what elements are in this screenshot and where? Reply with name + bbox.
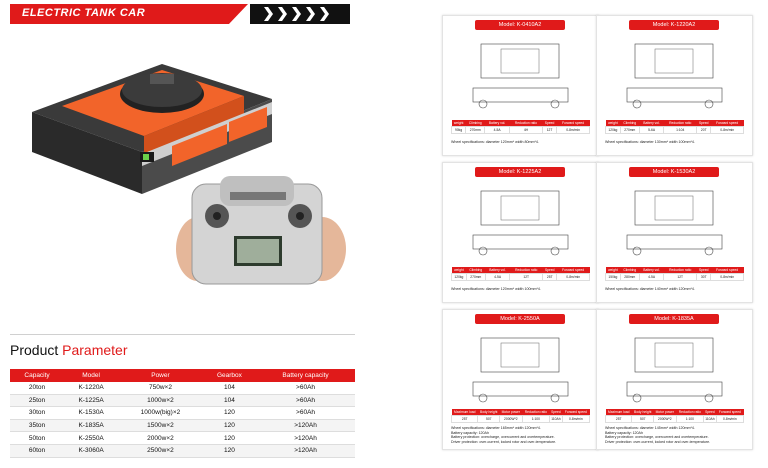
table-header-row: [10, 369, 355, 382]
spec-value: 110Ah: [705, 417, 715, 421]
cell: K-1220A: [64, 382, 118, 394]
cell: 1500w×2: [118, 419, 203, 432]
spec-header: Battery vol.: [485, 120, 510, 127]
spec-note-line: Wheel specifications: diameter 140mm* width 120mm*4.: [605, 287, 695, 291]
cell: >120Ah: [256, 444, 355, 457]
spec-value: 4-5A: [485, 274, 509, 281]
spec-value-row: [452, 274, 590, 281]
model-badge: Model: K-1225A2: [475, 167, 565, 177]
spec-value-row: [452, 127, 590, 134]
heading-accent: Parameter: [62, 342, 128, 358]
spec-value: 0-8m/min: [557, 274, 590, 281]
spec-value: 270mm: [466, 274, 485, 281]
spec-notes: [605, 426, 750, 444]
spec-header: Battery vol.: [639, 120, 663, 127]
spec-header: Reduction ratio: [522, 409, 549, 416]
spec-value: 507: [478, 416, 500, 423]
section-heading: [10, 342, 128, 358]
spec-note-line: Battery capacity: 120Ah: [605, 430, 643, 435]
cell: 120: [203, 444, 256, 457]
spec-value-row: [606, 274, 744, 281]
spec-header: Reduction ratio: [676, 409, 703, 416]
technical-drawing: [597, 310, 752, 410]
spec-header: Body height: [632, 409, 654, 416]
wheel-outline: [705, 247, 713, 255]
spec-header: Speed: [543, 267, 557, 274]
spec-value: 0-8m/min: [711, 274, 744, 281]
table-row: [10, 382, 355, 394]
spec-card: [596, 309, 753, 450]
cell: 120: [203, 419, 256, 432]
top-view-panel: [655, 49, 693, 73]
spec-table: [605, 267, 744, 281]
spec-header: Maximum load: [452, 409, 478, 416]
spec-value: 90kg: [452, 127, 466, 134]
parameter-table: [10, 369, 355, 458]
cell: 35ton: [10, 419, 64, 432]
wheel-outline: [551, 247, 559, 255]
wheel-outline: [705, 394, 713, 402]
spec-value: 0-8m/min: [716, 416, 743, 423]
spec-value: 12T: [542, 127, 556, 134]
table-row: [10, 444, 355, 457]
product-photo: [22, 44, 352, 294]
col-model: Model: [64, 369, 118, 382]
spec-header: Climbing: [620, 120, 639, 127]
spec-header: weight: [452, 267, 467, 274]
top-view-panel: [655, 343, 693, 367]
remote-controller-image: [176, 176, 346, 284]
spec-notes: [451, 287, 596, 292]
spec-value: 2000W*2: [654, 416, 677, 423]
spec-header: Climbing: [466, 120, 485, 127]
spec-notes: [451, 140, 596, 145]
spec-note-line: Driver protection: over-current, locked rotor and over-temperature.: [605, 439, 711, 444]
spec-notes: [451, 426, 596, 444]
heading-main: Product: [10, 342, 63, 358]
header-banner: [10, 4, 350, 24]
spec-header: Battery vol.: [485, 267, 509, 274]
technical-drawing: [443, 310, 598, 410]
spec-value: 1:104: [664, 127, 697, 134]
spec-header: Speed: [551, 410, 561, 414]
col-power: Power: [118, 369, 203, 382]
spec-card: [596, 162, 753, 303]
spec-header: Maximum load: [606, 409, 632, 416]
spec-card: [596, 15, 753, 156]
model-badge: Model: K-0410A2: [475, 20, 565, 30]
spec-header: Reduction ratio: [509, 120, 542, 127]
model-badge: Model: K-1835A: [629, 314, 719, 324]
spec-value: 30T: [697, 274, 711, 281]
spec-value: 12T: [664, 274, 697, 281]
spec-table: [451, 409, 590, 423]
cell: >60Ah: [256, 394, 355, 407]
spec-value: 4-5A: [639, 274, 663, 281]
spec-table: [605, 120, 744, 134]
spec-note-line: Driver protection: over-current, locked rotor and over-temperature.: [451, 439, 557, 444]
spec-header: Body height: [478, 409, 500, 416]
spec-value: 1:100: [522, 416, 549, 423]
cell: 2500w×2: [118, 444, 203, 457]
spec-value: 5-6A: [639, 127, 663, 134]
cell: 120: [203, 407, 256, 420]
cell: 30ton: [10, 407, 64, 420]
spec-header: weight: [452, 120, 466, 127]
spec-header: Climbing: [466, 267, 485, 274]
technical-drawing: [443, 16, 598, 116]
spec-value: 110Ah: [551, 417, 561, 421]
spec-table: [451, 120, 590, 134]
wheel-outline: [479, 247, 487, 255]
spec-note-line: Battery protection: overcharge, overcurrent and overtemperature.: [605, 435, 709, 440]
table-row: [10, 419, 355, 432]
table-row: [10, 407, 355, 420]
spec-header: Motor power: [500, 409, 523, 416]
spec-note-line: Wheel specifications: diameter 130mm* width 100mm*4.: [605, 140, 695, 144]
table-row: [10, 432, 355, 445]
spec-header: Forward speed: [557, 120, 590, 127]
model-badge: Model: K-1530A2: [629, 167, 719, 177]
spec-card: [442, 309, 599, 450]
cell: 60ton: [10, 444, 64, 457]
spec-header: Speed: [697, 120, 711, 127]
spec-value: 0-8m/min: [557, 127, 590, 134]
spec-header: Forward speed: [562, 409, 589, 416]
top-view-panel: [501, 343, 539, 367]
spec-card: [442, 15, 599, 156]
wheel-outline: [633, 100, 641, 108]
spec-note-line: Wheel specifications: diameter 145mm* width 120mm*4.: [605, 426, 695, 430]
spec-header: Reduction ratio: [510, 267, 543, 274]
spec-notes: [605, 287, 750, 292]
spec-card: [442, 162, 599, 303]
spec-value: 12T: [510, 274, 543, 281]
cell: K-1225A: [64, 394, 118, 407]
spec-header: Forward speed: [716, 409, 743, 416]
spec-value: 280mm: [620, 274, 639, 281]
technical-drawing: [597, 16, 752, 116]
model-badge: Model: K-2550A: [475, 314, 565, 324]
col-gearbox: Gearbox: [203, 369, 256, 382]
cell: K-2550A: [64, 432, 118, 445]
spec-value: 4H: [509, 127, 542, 134]
spec-value: 25T: [452, 416, 478, 423]
top-view-panel: [655, 196, 693, 220]
wheel-outline: [633, 394, 641, 402]
spec-note-line: Battery protection: overcharge, overcurrent and overtemperature.: [451, 435, 555, 440]
spec-notes: [605, 140, 750, 145]
spec-header: Speed: [705, 410, 715, 414]
spec-note-line: Battery capacity: 120Ah: [451, 430, 489, 435]
spec-value: 25T: [606, 416, 632, 423]
wheel-outline: [479, 100, 487, 108]
cell: 1000w×2: [118, 394, 203, 407]
spec-value-row: [452, 416, 590, 423]
spec-header: weight: [606, 120, 621, 127]
spec-header: Reduction ratio: [664, 267, 697, 274]
spec-value: 150kg: [606, 274, 621, 281]
cell: 2000w×2: [118, 432, 203, 445]
spec-header: Reduction ratio: [664, 120, 697, 127]
top-view-panel: [501, 196, 539, 220]
technical-drawing: [597, 163, 752, 263]
spec-note-line: Wheel specifications: diameter 120mm* width 100mm*4.: [451, 287, 541, 291]
spec-header: Forward speed: [557, 267, 590, 274]
wheel-outline: [479, 394, 487, 402]
col-capacity: Capacity: [10, 369, 64, 382]
spec-header: Speed: [542, 120, 556, 127]
wheel-outline: [705, 100, 713, 108]
spec-value: 270mm: [620, 127, 639, 134]
spec-value: 2000W*2: [500, 416, 523, 423]
spec-value: 120kg: [452, 274, 467, 281]
cell: K-1530A: [64, 407, 118, 420]
technical-drawing: [443, 163, 598, 263]
spec-value: 20T: [697, 127, 711, 134]
banner-title: ELECTRIC TANK CAR: [22, 7, 146, 19]
spec-header: weight: [606, 267, 621, 274]
spec-header: Forward speed: [711, 120, 744, 127]
spec-note-line: Wheel specifications: diameter 165mm* width 120mm*4.: [451, 426, 541, 430]
cell: >60Ah: [256, 382, 355, 394]
cell: 50ton: [10, 432, 64, 445]
spec-header: Speed: [697, 267, 711, 274]
cell: 25ton: [10, 394, 64, 407]
cell: 750w×2: [118, 382, 203, 394]
wheel-outline: [551, 394, 559, 402]
spec-value: 0-8m/min: [711, 127, 744, 134]
spec-table: [605, 409, 744, 423]
cell: 104: [203, 394, 256, 407]
spec-value-row: [606, 127, 744, 134]
cell: >120Ah: [256, 419, 355, 432]
cell: 120: [203, 432, 256, 445]
cell: K-1835A: [64, 419, 118, 432]
chevron-arrows-icon: [250, 4, 350, 24]
spec-value: 4-5A: [485, 127, 510, 134]
col-battery: Battery capacity: [256, 369, 355, 382]
section-divider: [10, 334, 355, 335]
tank-car-image: [32, 64, 272, 194]
spec-value: 25T: [543, 274, 557, 281]
spec-value: 120kg: [606, 127, 621, 134]
spec-value: 0-8m/min: [562, 416, 589, 423]
wheel-outline: [551, 100, 559, 108]
spec-header: Motor power: [654, 409, 677, 416]
cell: 20ton: [10, 382, 64, 394]
spec-value: 270mm: [466, 127, 485, 134]
model-badge: Model: K-1220A2: [629, 20, 719, 30]
cell: 1000w(big)×2: [118, 407, 203, 420]
spec-value-row: [606, 416, 744, 423]
spec-value: 507: [632, 416, 654, 423]
spec-value: 1:100: [676, 416, 703, 423]
cell: >120Ah: [256, 432, 355, 445]
spec-table: [451, 267, 590, 281]
spec-note-line: Wheel specifications: diameter 120mm* width 80mm*4.: [451, 140, 539, 144]
wheel-outline: [633, 247, 641, 255]
cell: 104: [203, 382, 256, 394]
table-row: [10, 394, 355, 407]
top-view-panel: [501, 49, 539, 73]
spec-header: Climbing: [620, 267, 639, 274]
spec-header: Battery vol.: [639, 267, 663, 274]
spec-header: Forward speed: [711, 267, 744, 274]
cell: K-3060A: [64, 444, 118, 457]
cell: >60Ah: [256, 407, 355, 420]
